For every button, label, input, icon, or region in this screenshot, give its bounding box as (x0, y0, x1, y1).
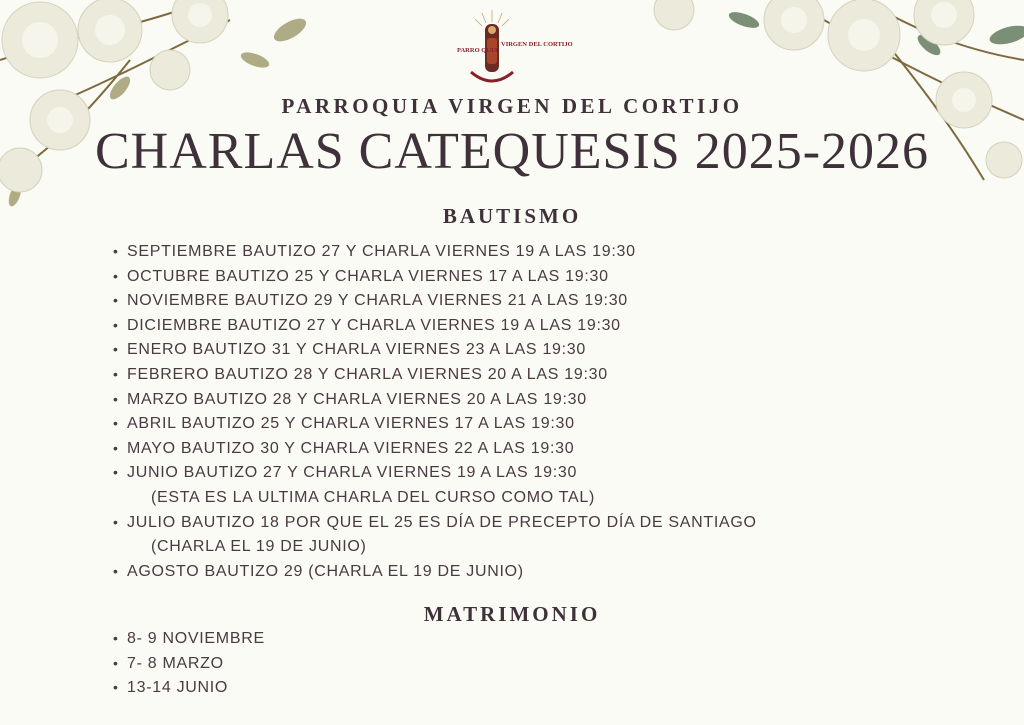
list-item-text: 7- 8 MARZO (127, 654, 224, 672)
list-item-text: AGOSTO BAUTIZO 29 (CHARLA EL 19 DE JUNIO) (127, 562, 524, 580)
list-item (113, 387, 757, 412)
bullet-icon: • (113, 513, 119, 530)
list-item-text: 8- 9 NOVIEMBRE (127, 630, 265, 647)
list-item-note: (CHARLA EL 19 DE JUNIO) (151, 538, 367, 556)
bullet-icon: • (113, 630, 119, 646)
list-item (113, 675, 265, 700)
bullet-icon: • (113, 243, 119, 259)
list-item-note: (ESTA ES LA ULTIMA CHARLA DEL CURSO COMO TAL) (151, 488, 596, 506)
parish-name: PARROQUIA VIRGEN DEL CORTIJO (281, 94, 743, 118)
bullet-icon: • (113, 365, 119, 382)
logo-right-text: VIRGEN DEL CORTIJO (501, 41, 573, 48)
list-item-text: MAYO BAUTIZO 30 Y CHARLA VIERNES 22 A LAS 19:30 (127, 439, 575, 457)
list-item (113, 460, 757, 509)
bullet-icon: • (113, 267, 119, 284)
list-item (113, 559, 757, 584)
bullet-icon: • (113, 341, 119, 358)
bullet-icon: • (113, 654, 119, 671)
list-item-text: ENERO BAUTIZO 31 Y CHARLA VIERNES 23 A LAS 19:30 (127, 341, 586, 359)
list-item-text: FEBRERO BAUTIZO 28 Y CHARLA VIERNES 20 A LAS 19:30 (127, 365, 608, 383)
bullet-icon: • (113, 415, 119, 432)
parish-logo-icon (453, 8, 573, 86)
list-item-text: MARZO BAUTIZO 28 Y CHARLA VIERNES 20 A LAS 19:30 (127, 390, 587, 408)
page-title: CHARLAS CATEQUESIS 2025-2026 (94, 123, 930, 180)
bullet-icon: • (113, 292, 119, 309)
list-item-text: ABRIL BAUTIZO 25 Y CHARLA VIERNES 17 A LAS 19:30 (127, 415, 575, 433)
list-item (113, 651, 265, 676)
matrimonio-list (113, 626, 265, 700)
list-item (113, 264, 757, 289)
list-item (113, 411, 757, 436)
bautismo-list (113, 239, 757, 583)
bullet-icon: • (113, 562, 119, 579)
bullet-icon: • (113, 390, 119, 407)
list-item (113, 337, 757, 362)
matrimonio-heading: MATRIMONIO (423, 602, 601, 626)
list-item-text: JUNIO BAUTIZO 27 Y CHARLA VIERNES 19 A LAS 19:30 (127, 464, 578, 482)
list-item-text: OCTUBRE BAUTIZO 25 Y CHARLA VIERNES 17 A LAS 19:30 (127, 267, 609, 285)
list-item-text: SEPTIEMBRE BAUTIZO 27 Y CHARLA VIERNES 19 A LAS 19:30 (127, 243, 636, 260)
list-item (113, 626, 265, 651)
list-item (113, 510, 757, 559)
list-item-text: DICIEMBRE BAUTIZO 27 Y CHARLA VIERNES 19 A LAS 19:30 (127, 316, 621, 334)
list-item-text: 13-14 JUNIO (127, 679, 229, 697)
bautismo-heading: BAUTISMO (442, 204, 582, 228)
list-item (113, 288, 757, 313)
list-item (113, 362, 757, 387)
logo-left-text: PARRO QUIA (457, 47, 499, 54)
list-item (113, 239, 757, 264)
bullet-icon: • (113, 679, 119, 696)
bullet-icon: • (113, 316, 119, 333)
list-item (113, 436, 757, 461)
list-item-text: NOVIEMBRE BAUTIZO 29 Y CHARLA VIERNES 21 A LAS 19:30 (127, 292, 628, 310)
bullet-icon: • (113, 439, 119, 456)
list-item (113, 313, 757, 338)
list-item-text: JULIO BAUTIZO 18 POR QUE EL 25 ES DÍA DE PRECEPTO DÍA DE SANTIAGO (127, 513, 757, 531)
bullet-icon: • (113, 464, 119, 481)
